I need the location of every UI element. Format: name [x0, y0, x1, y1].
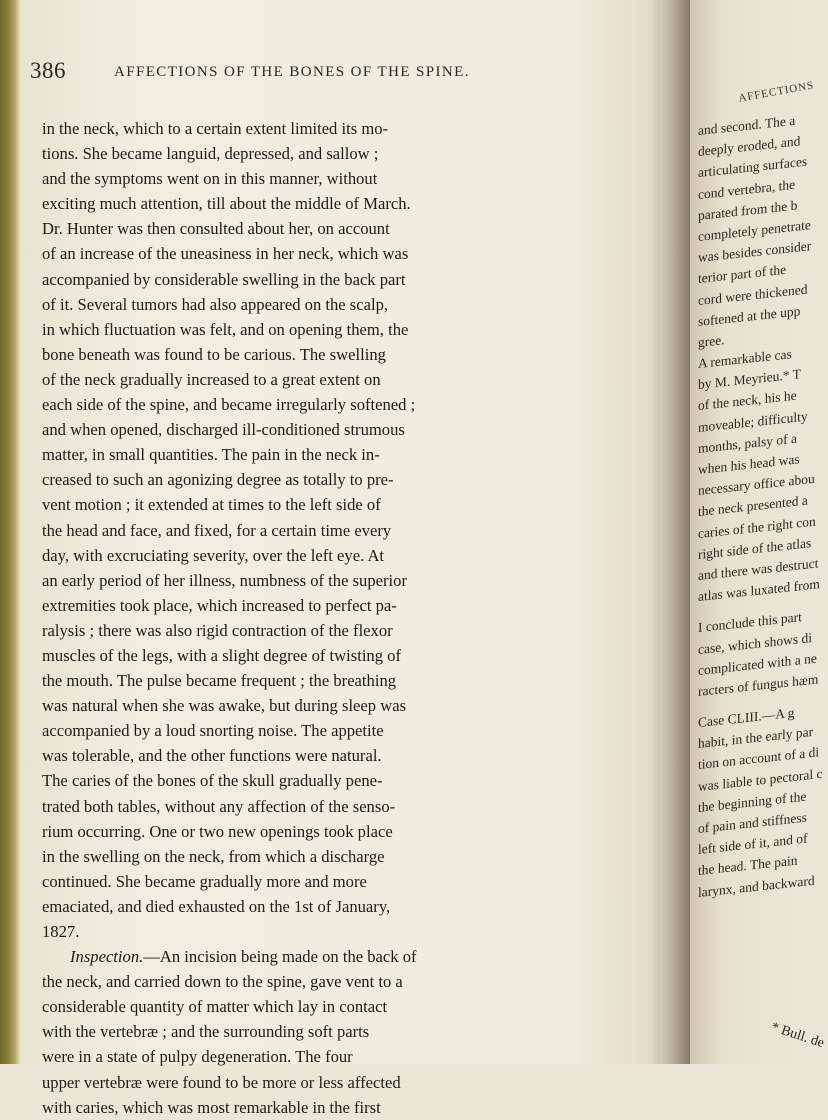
- facing-text-line: larynx, and backward: [698, 872, 815, 900]
- text-line: upper vertebræ were found to be more or less affected: [42, 1072, 401, 1092]
- text-line: accompanied by a loud snorting noise. The appetite: [42, 721, 384, 741]
- text-line: extremities took place, which increased to perfect pa-: [42, 595, 397, 615]
- text-line: rium occurring. One or two new openings took place: [42, 821, 393, 841]
- facing-footnote: * Bull. de: [769, 1019, 826, 1052]
- text-line: continued. She became gradually more and more: [42, 871, 367, 891]
- facing-text-line: was liable to pectoral c: [698, 765, 823, 794]
- text-line: of the neck gradually increased to a great extent on: [42, 369, 381, 389]
- text-line: of it. Several tumors had also appeared on the scalp,: [42, 294, 389, 314]
- facing-text-line: of pain and stiffness: [698, 809, 807, 836]
- body-text: [42, 116, 622, 1120]
- facing-text-line: softened at the upp: [698, 302, 801, 329]
- inspection-lead: —An incision being made on the back of: [143, 947, 417, 967]
- facing-text-line: Case CLIII.—A g: [698, 704, 795, 731]
- text-line: The caries of the bones of the skull gradually pene-: [42, 771, 383, 791]
- text-line: Dr. Hunter was then consulted about her, on account: [42, 219, 390, 239]
- facing-text-line: case, which shows di: [698, 629, 812, 657]
- facing-text-line: I conclude this part: [698, 609, 802, 636]
- text-line: in the swelling on the neck, from which a discharge: [42, 846, 385, 866]
- facing-text-line: the head. The pain: [698, 852, 798, 879]
- facing-text-line: the neck presented a: [698, 492, 808, 520]
- text-line: 1827.: [42, 922, 80, 941]
- text-line: trated both tables, without any affection of the senso-: [42, 796, 396, 816]
- text-line: creased to such an agonizing degree as totally to pre-: [42, 470, 394, 490]
- facing-text-line: moveable; difficulty: [698, 408, 808, 435]
- text-line: were in a state of pulpy degeneration. The four: [42, 1047, 353, 1067]
- text-line: considerable quantity of matter which lay in contact: [42, 997, 388, 1017]
- facing-text-line: A remarkable cas: [698, 346, 792, 372]
- facing-text-line: of the neck, his he: [698, 388, 797, 414]
- facing-text-line: left side of it, and of: [698, 830, 808, 858]
- facing-text-line: the beginning of the: [698, 788, 807, 815]
- text-line: and when opened, discharged ill-conditioned strumous: [42, 420, 405, 440]
- binding-edge: [0, 0, 20, 1064]
- facing-text-line: habit, in the early par: [698, 724, 814, 752]
- facing-text-line: was besides consider: [698, 238, 812, 266]
- running-head: [30, 56, 590, 96]
- text-line: an early period of her illness, numbness of the superior: [42, 570, 407, 590]
- facing-text-line: cond vertebra, the: [698, 176, 796, 202]
- case-narrative: [42, 116, 622, 944]
- page-gutter-shadow: [650, 0, 690, 1064]
- text-line: the head and face, and fixed, for a certain time every: [42, 520, 392, 540]
- facing-text-line: necessary office abou: [698, 470, 815, 499]
- facing-text-line: complicated with a ne: [698, 650, 817, 678]
- text-line: the neck, and carried down to the spine, gave vent to a: [42, 972, 403, 992]
- facing-text-line: and there was destruct: [698, 555, 819, 583]
- text-line: and the symptoms went on in this manner, without: [42, 169, 378, 189]
- text-line: matter, in small quantities. The pain in the neck in-: [42, 445, 380, 465]
- inspection-heading: Inspection.: [70, 947, 144, 967]
- facing-text-line: cord were thickened: [698, 280, 808, 308]
- text-line: in which fluctuation was felt, and on opening them, the: [42, 319, 409, 339]
- text-line: each side of the spine, and became irregularly softened ;: [42, 395, 416, 415]
- text-line: bone beneath was found to be carious. The swelling: [42, 344, 386, 364]
- facing-text-line: articulating surfaces: [698, 153, 808, 181]
- facing-text-line: caries of the right con: [698, 513, 816, 541]
- text-line: exciting much attention, till about the middle of March.: [42, 194, 411, 214]
- text-line: tions. She became languid, depressed, and sallow ;: [42, 144, 379, 164]
- facing-page-fragment: [690, 0, 823, 1064]
- facing-text-line: when his head was: [698, 451, 800, 477]
- facing-text-line: gree.: [698, 332, 725, 350]
- facing-text-line: completely penetrate: [698, 217, 811, 244]
- text-line: in the neck, which to a certain extent limited its mo-: [42, 119, 389, 138]
- text-line: vent motion ; it extended at times to the left side of: [42, 495, 381, 515]
- text-line: ralysis ; there was also rigid contraction of the flexor: [42, 620, 393, 640]
- text-line: muscles of the legs, with a slight degree of twisting of: [42, 645, 402, 665]
- text-line: emaciated, and died exhausted on the 1st of January,: [42, 896, 391, 916]
- text-line: of an increase of the uneasiness in her neck, which was: [42, 244, 409, 264]
- facing-text-line: tion on account of a di: [698, 744, 820, 773]
- facing-text-line: parated from the b: [698, 197, 798, 223]
- inspection-paragraph: [42, 969, 622, 1120]
- facing-running-head: AFFECTIONS: [737, 79, 816, 105]
- text-line: was tolerable, and the other functions were natural.: [42, 746, 382, 766]
- text-line: day, with excruciating severity, over the left eye. At: [42, 545, 385, 565]
- facing-text-line: right side of the atlas: [698, 534, 812, 562]
- facing-text-line: atlas was luxated from: [698, 576, 820, 605]
- facing-text-line: months, palsy of a: [698, 430, 797, 456]
- facing-text-line: deeply eroded, and: [698, 133, 801, 160]
- text-line: the mouth. The pulse became frequent ; the breathing: [42, 671, 397, 691]
- facing-text-line: by M. Meyrieu.* T: [698, 366, 801, 393]
- page-number: 386: [30, 58, 66, 83]
- text-line: was natural when she was awake, but during sleep was: [42, 696, 407, 716]
- facing-text-line: and second. The a: [698, 112, 796, 138]
- facing-text-line: racters of fungus hæm: [698, 671, 819, 699]
- text-line: with caries, which was most remarkable in the first: [42, 1097, 381, 1117]
- facing-text-line: terior part of the: [698, 262, 787, 287]
- text-line: with the vertebræ ; and the surrounding soft parts: [42, 1022, 370, 1042]
- text-line: accompanied by considerable swelling in the back part: [42, 269, 406, 289]
- inspection-first-line: [42, 944, 622, 969]
- facing-page-text: [698, 106, 828, 902]
- running-title: AFFECTIONS OF THE BONES OF THE SPINE.: [114, 64, 470, 80]
